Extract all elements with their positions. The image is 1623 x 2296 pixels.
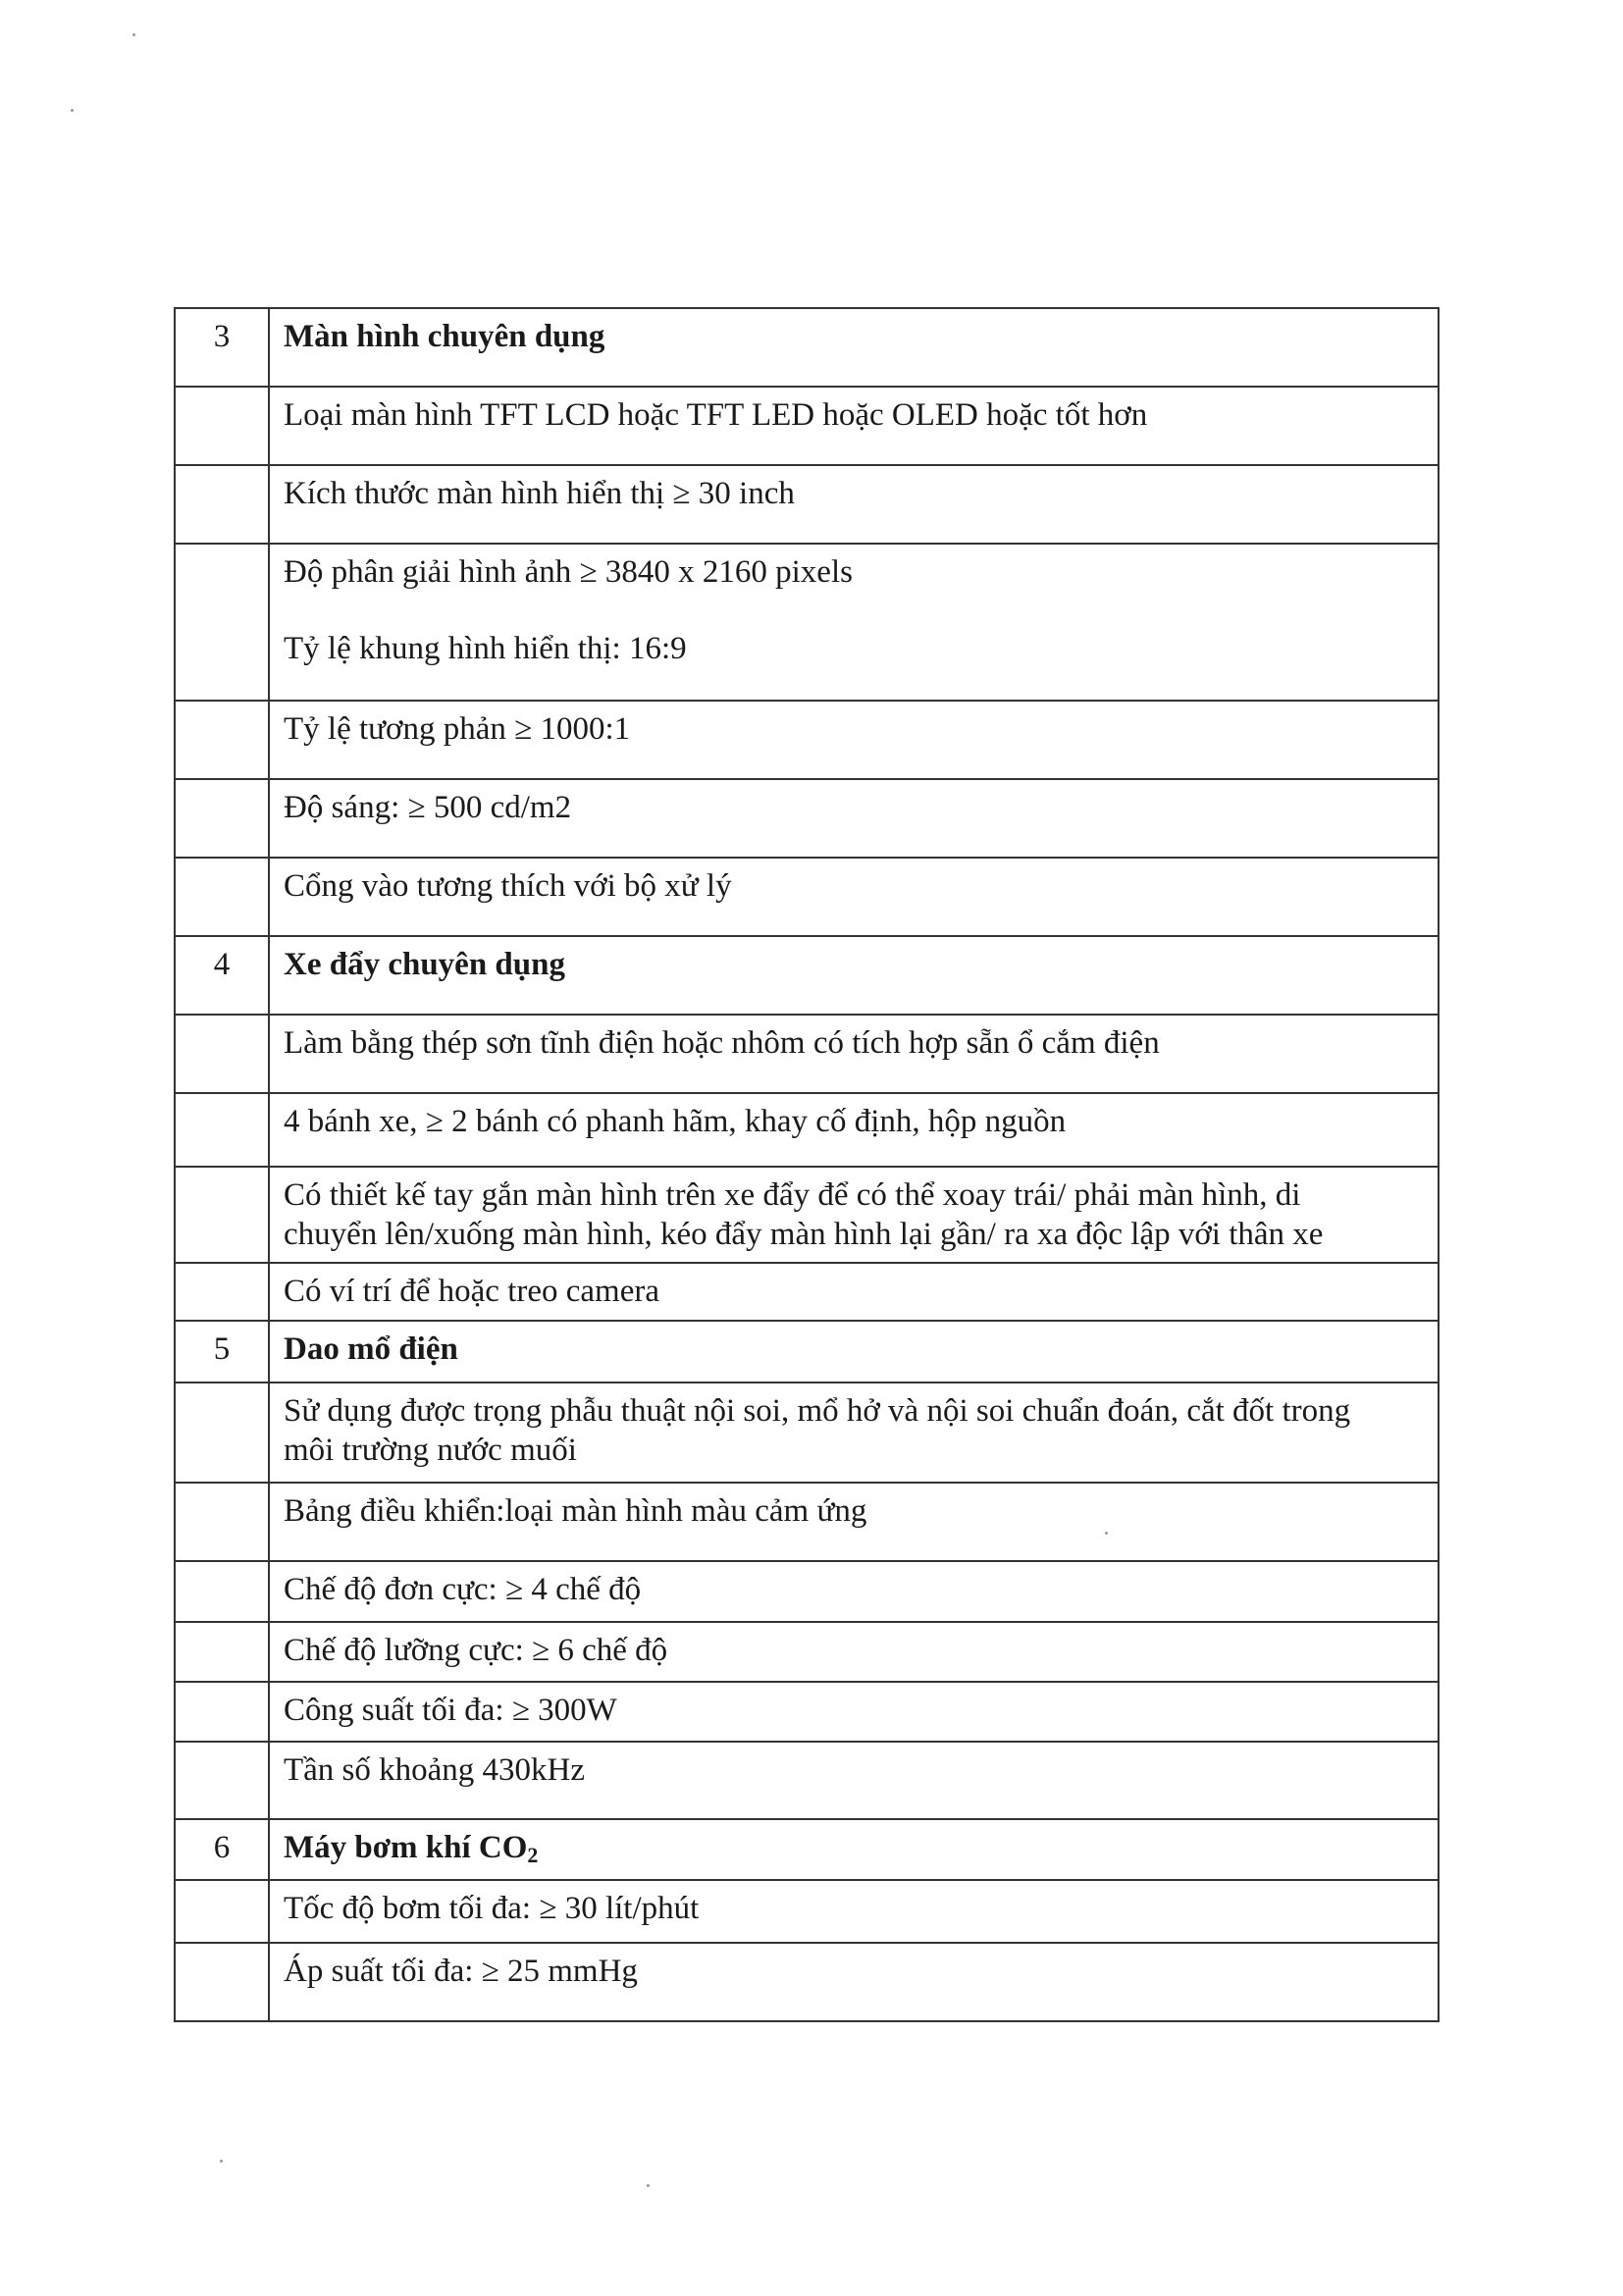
spec-line: Độ phân giải hình ảnh ≥ 3840 x 2160 pixels (284, 554, 853, 590)
item-number: 4 (175, 936, 269, 1015)
item-number (175, 1561, 269, 1622)
table-row (175, 701, 1439, 779)
subscript: 2 (527, 1843, 539, 1867)
section-title: Màn hình chuyên dụng (269, 308, 1439, 387)
table-row (175, 308, 1439, 387)
table-row (175, 387, 1439, 465)
table-row (175, 1622, 1439, 1682)
table-row (175, 1561, 1439, 1622)
item-number (175, 1167, 269, 1263)
spec-cell (269, 1167, 1439, 1263)
table-row (175, 1682, 1439, 1742)
specification-table (174, 307, 1440, 2022)
item-number (175, 1093, 269, 1167)
item-number (175, 387, 269, 465)
spec-cell: Bảng điều khiển:loại màn hình màu cảm ứng (269, 1483, 1439, 1561)
table-row (175, 1742, 1439, 1819)
scan-speck (1105, 1532, 1108, 1535)
item-number (175, 465, 269, 544)
item-number (175, 858, 269, 936)
table-row (175, 1263, 1439, 1321)
spec-line: Tỷ lệ khung hình hiển thị: 16:9 (284, 631, 687, 666)
spec-cell (269, 544, 1439, 701)
item-number (175, 779, 269, 858)
table-row (175, 936, 1439, 1015)
table-row (175, 465, 1439, 544)
spec-line: chuyển lên/xuống màn hình, kéo đẩy màn hình lại gần/ ra xa độc lập với thân xe (284, 1217, 1324, 1252)
table-row (175, 1880, 1439, 1943)
spec-cell: Chế độ đơn cực: ≥ 4 chế độ (269, 1561, 1439, 1622)
table-row (175, 1483, 1439, 1561)
item-number (175, 544, 269, 701)
spec-line: Có thiết kế tay gắn màn hình trên xe đẩy để có thể xoay trái/ phải màn hình, di (284, 1177, 1301, 1213)
spec-cell: Tốc độ bơm tối đa: ≥ 30 lít/phút (269, 1880, 1439, 1943)
spec-cell: 4 bánh xe, ≥ 2 bánh có phanh hãm, khay cố định, hộp nguồn (269, 1093, 1439, 1167)
item-number (175, 1383, 269, 1483)
table-row (175, 1015, 1439, 1093)
item-number: 5 (175, 1321, 269, 1383)
section-title: Dao mổ điện (269, 1321, 1439, 1383)
spec-cell: Tần số khoảng 430kHz (269, 1742, 1439, 1819)
spec-cell: Tỷ lệ tương phản ≥ 1000:1 (269, 701, 1439, 779)
scan-speck (71, 109, 74, 112)
table-row (175, 1093, 1439, 1167)
section-title: Máy bơm khí $CO_2$ (269, 1819, 1439, 1880)
spec-line: môi trường nước muối (284, 1433, 577, 1468)
section-title: Xe đẩy chuyên dụng (269, 936, 1439, 1015)
item-number: 3 (175, 308, 269, 387)
item-number (175, 1880, 269, 1943)
item-number (175, 701, 269, 779)
table-row (175, 544, 1439, 701)
item-number (175, 1742, 269, 1819)
spec-cell: Có ví trí để hoặc treo camera (269, 1263, 1439, 1321)
table-row (175, 1943, 1439, 2021)
scan-speck (220, 2160, 223, 2163)
table-row (175, 858, 1439, 936)
item-number (175, 1943, 269, 2021)
spec-cell: Độ sáng: ≥ 500 cd/m2 (269, 779, 1439, 858)
table-row (175, 1321, 1439, 1383)
item-number (175, 1483, 269, 1561)
spec-line: Sử dụng được trọng phẫu thuật nội soi, mổ hở và nội soi chuẩn đoán, cắt đốt trong (284, 1393, 1351, 1429)
table-row (175, 1167, 1439, 1263)
table-row (175, 1819, 1439, 1880)
spec-cell: Làm bằng thép sơn tĩnh điện hoặc nhôm có tích hợp sẵn ổ cắm điện (269, 1015, 1439, 1093)
item-number (175, 1263, 269, 1321)
table-row (175, 1383, 1439, 1483)
item-number (175, 1622, 269, 1682)
spec-cell (269, 1383, 1439, 1483)
spec-cell: Kích thước màn hình hiển thị ≥ 30 inch (269, 465, 1439, 544)
spec-cell: Loại màn hình TFT LCD hoặc TFT LED hoặc OLED hoặc tốt hơn (269, 387, 1439, 465)
item-number (175, 1015, 269, 1093)
table-row (175, 779, 1439, 858)
spec-cell: Chế độ lưỡng cực: ≥ 6 chế độ (269, 1622, 1439, 1682)
scan-speck (132, 33, 135, 36)
scan-speck (647, 2184, 650, 2187)
spec-cell: Áp suất tối đa: ≥ 25 mmHg (269, 1943, 1439, 2021)
item-number (175, 1682, 269, 1742)
item-number: 6 (175, 1819, 269, 1880)
spec-cell: Cổng vào tương thích với bộ xử lý (269, 858, 1439, 936)
spec-cell: Công suất tối đa: ≥ 300W (269, 1682, 1439, 1742)
